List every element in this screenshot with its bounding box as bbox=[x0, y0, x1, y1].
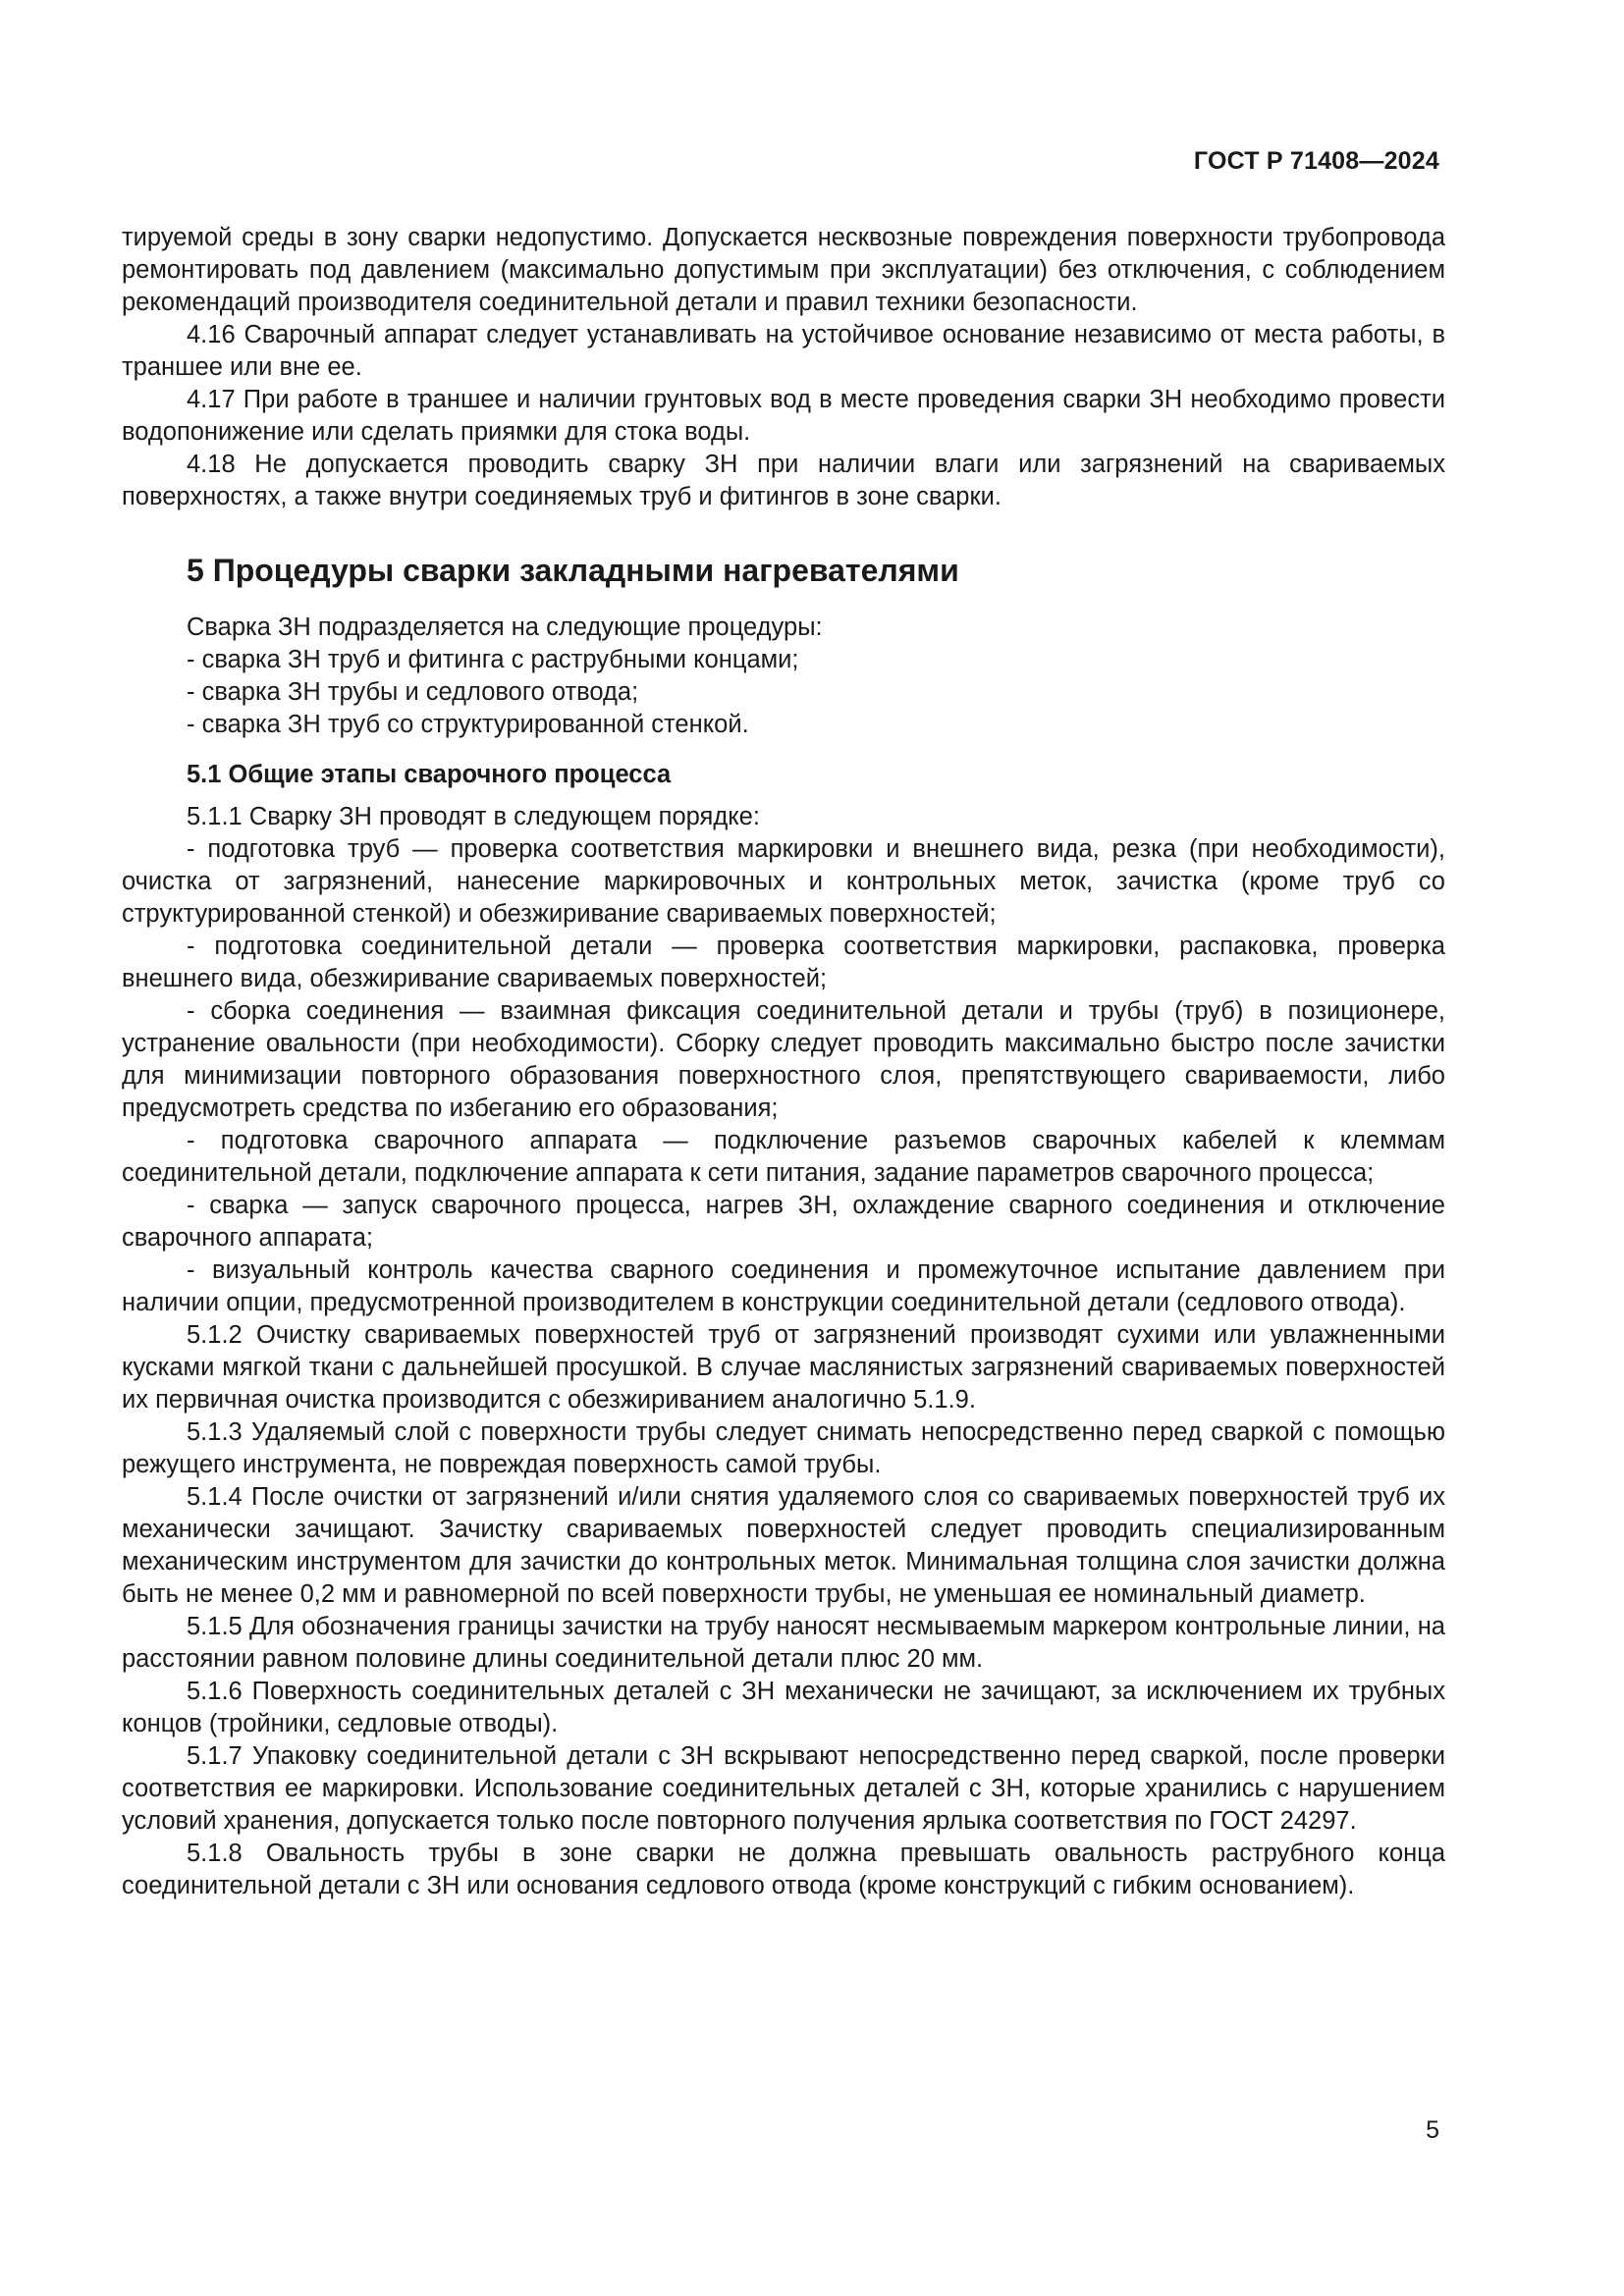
document-header: ГОСТ Р 71408—2024 bbox=[1193, 147, 1439, 175]
procedure-list bbox=[122, 644, 1445, 741]
page-content bbox=[122, 222, 1445, 1902]
list-item: - подготовка сварочного аппарата — подключение разъемов сварочных кабелей к клеммам соединительной детали, подключение аппарата к сети питания, задание параметров сварочного процесса; bbox=[122, 1127, 1445, 1187]
list-item: - сварка ЗН трубы и седлового отвода; bbox=[187, 678, 639, 706]
section-5-1-heading: 5.1 Общие этапы сварочного процесса bbox=[187, 761, 672, 788]
paragraph-5-1-3: 5.1.3 Удаляемый слой с поверхности трубы следует снимать непосредственно перед сваркой с помощью режущего инструмента, не повреждая поверхность самой трубы. bbox=[122, 1418, 1445, 1478]
list-item: - сварка — запуск сварочного процесса, нагрев ЗН, охлаждение сварного соединения и отключение сварочного аппарата; bbox=[122, 1192, 1445, 1252]
list-item: - сварка ЗН труб со структурированной стенкой. bbox=[187, 711, 749, 738]
section-5-intro: Сварка ЗН подразделяется на следующие процедуры: bbox=[187, 614, 823, 641]
paragraph-5-1-1: 5.1.1 Сварку ЗН проводят в следующем порядке: bbox=[187, 803, 760, 830]
paragraph-4-17: 4.17 При работе в траншее и наличии грунтовых вод в месте проведения сварки ЗН необходимо провести водопонижение или сделать приямки для стока воды. bbox=[122, 386, 1445, 446]
paragraph-5-1-4: 5.1.4 После очистки от загрязнений и/или снятия удаляемого слоя со свариваемых поверхностей труб их механически зачищают. Зачистку свариваемых поверхностей следует проводить специализированным механическим инструментом для зачистки до контрольных меток. Минимальная толщина слоя зачистки должна быть не менее 0,2 мм и равномерной по всей поверхности трубы, не уменьшая ее номинальный диаметр. bbox=[122, 1483, 1445, 1608]
paragraph-5-1-5: 5.1.5 Для обозначения границы зачистки на трубу наносят несмываемым маркером контрольные линии, на расстоянии равном половине длины соединительной детали плюс 20 мм. bbox=[122, 1613, 1445, 1673]
paragraph-5-1-8: 5.1.8 Овальность трубы в зоне сварки не должна превышать овальность раструбного конца соединительной детали с ЗН или основания седлового отвода (кроме конструкций с гибким основанием). bbox=[122, 1840, 1445, 1899]
paragraph-5-1-7: 5.1.7 Упаковку соединительной детали с ЗН вскрывают непосредственно перед сваркой, после проверки соответствия ее маркировки. Использование соединительных деталей с ЗН, которые хранились с нарушением условий хранения, допускается только после повторного получения ярлыка соответствия по ГОСТ 24297. bbox=[122, 1742, 1445, 1835]
list-item: - сборка соединения — взаимная фиксация соединительной детали и трубы (труб) в позиционере, устранение овальности (при необходимости). Сборку следует проводить максимально быстро после зачистки для минимизации повторного образования поверхностного слоя, препятствующего свариваемости, либо предусмотреть средства по избеганию его образования; bbox=[122, 997, 1445, 1122]
section-5-heading: 5 Процедуры сварки закладными нагревателями bbox=[187, 553, 959, 588]
list-item: - визуальный контроль качества сварного соединения и промежуточное испытание давлением при наличии опции, предусмотренной производителем в конструкции соединительной детали (седлового отвода). bbox=[122, 1256, 1445, 1316]
list-item: - сварка ЗН труб и фитинга с раструбными концами; bbox=[187, 646, 799, 673]
list-item: - подготовка труб — проверка соответствия маркировки и внешнего вида, резка (при необходимости), очистка от загрязнений, нанесение маркировочных и контрольных меток, зачистка (кроме труб со структурированной стенкой) и обезжиривание свариваемых поверхностей; bbox=[122, 835, 1445, 928]
continuation-paragraph: тируемой среды в зону сварки недопустимо. Допускается несквозные повреждения поверхности трубопровода ремонтировать под давлением (максимально допустимым при эксплуатации) без отключения, с соблюдением рекомендаций производителя соединительной детали и правил техники безопасности. bbox=[122, 224, 1445, 316]
paragraph-4-18: 4.18 Не допускается проводить сварку ЗН при наличии влаги или загрязнений на свариваемых поверхностях, а также внутри соединяемых труб и фитингов в зоне сварки. bbox=[122, 451, 1445, 510]
page-number: 5 bbox=[1426, 2116, 1439, 2144]
paragraph-5-1-2: 5.1.2 Очистку свариваемых поверхностей труб от загрязнений производят сухими или увлажненными кусками мягкой ткани с дальнейшей просушкой. В случае маслянистых загрязнений свариваемых поверхностей их первичная очистка производится с обезжириванием аналогично 5.1.9. bbox=[122, 1321, 1445, 1414]
paragraph-4-16: 4.16 Сварочный аппарат следует устанавливать на устойчивое основание независимо от места работы, в траншее или вне ее. bbox=[122, 321, 1445, 381]
paragraph-5-1-6: 5.1.6 Поверхность соединительных деталей с ЗН механически не зачищают, за исключением их трубных концов (тройники, седловые отводы). bbox=[122, 1678, 1445, 1737]
list-item: - подготовка соединительной детали — проверка соответствия маркировки, распаковка, проверка внешнего вида, обезжиривание свариваемых поверхностей; bbox=[122, 933, 1445, 992]
